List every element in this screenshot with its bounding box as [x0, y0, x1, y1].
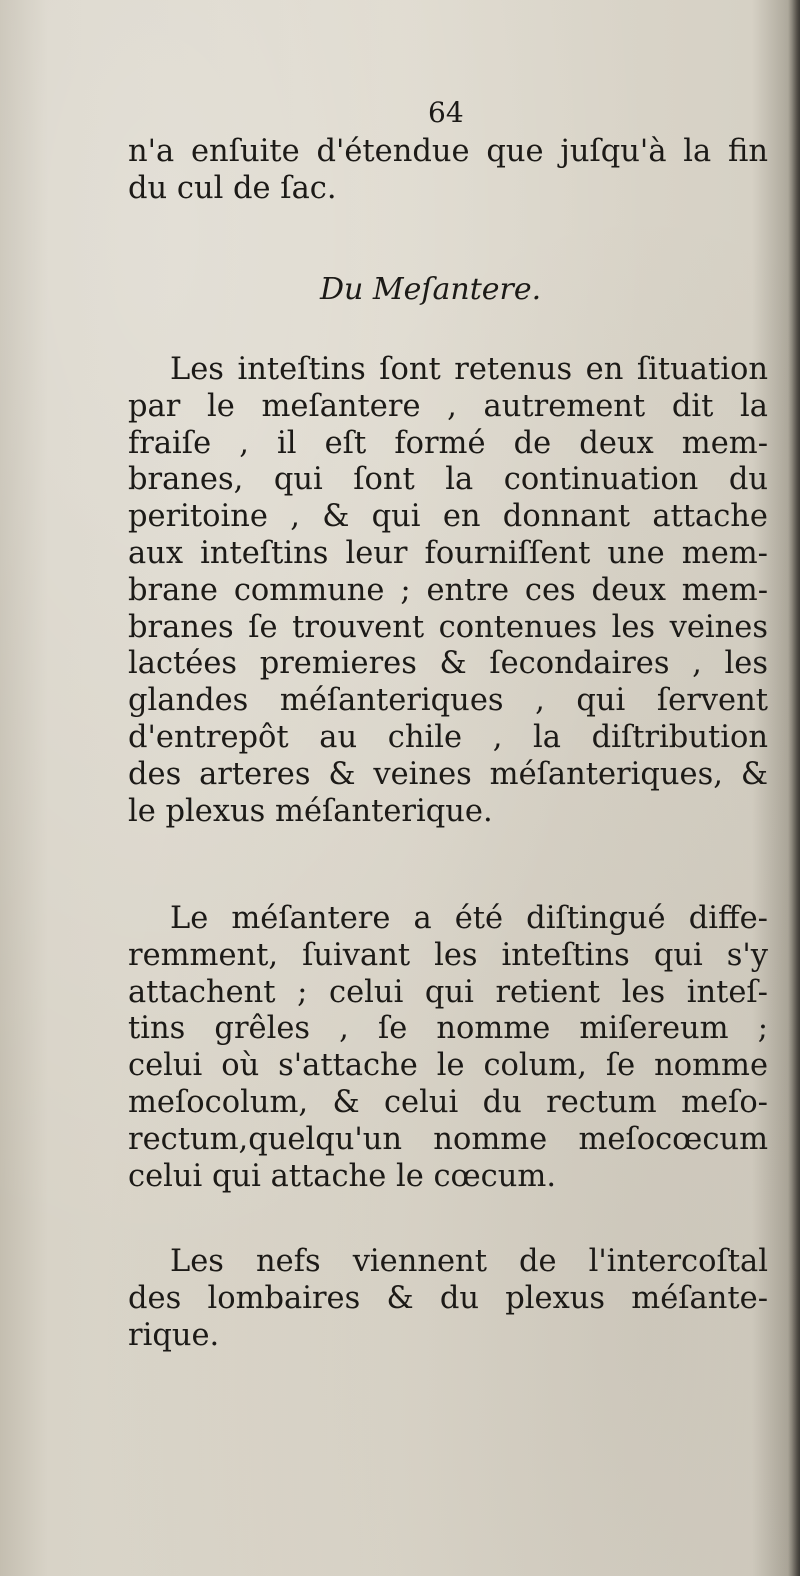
paragraph-line: meſocolum, & celui du rectum meſo- — [128, 1084, 768, 1120]
paragraph-line: tins grêles , ſe nomme miſereum ; — [128, 1011, 768, 1047]
paragraph-line: brane commune ; entre ces deux mem- — [128, 572, 768, 608]
paragraph-line: peritoine , & qui en donnant attache — [128, 499, 768, 535]
paragraph-2 — [128, 901, 768, 1195]
paragraph-line: par le meſantere , autrement dit la — [128, 388, 768, 424]
paragraph-line: lactées premieres & ſecondaires , les — [128, 646, 768, 682]
paragraph-line: branes ſe trouvent contenues les veines — [128, 609, 768, 645]
paragraph-line: le plexus méſanterique. — [128, 793, 493, 829]
paragraph-line: Les nefs viennent de l'intercoſtal — [170, 1244, 768, 1279]
paragraph-line: aux inteſtins leur fourniſſent une mem- — [128, 535, 768, 571]
paragraph-line: des lombaires & du plexus méſante- — [128, 1280, 768, 1316]
intro-text — [128, 134, 768, 208]
paragraph-line: rique. — [128, 1317, 220, 1353]
paragraph-line: rectum,quelqu'un nomme meſocœcum — [128, 1121, 768, 1157]
page-number: 64 — [428, 96, 464, 129]
paragraph-line: glandes méſanteriques , qui ſervent — [128, 683, 768, 719]
paragraph-line: celui où s'attache le colum, ſe nomme — [128, 1048, 768, 1084]
paragraph-line: Le méſantere a été diſtingué diffe- — [170, 901, 768, 936]
paragraph-line: remment, ſuivant les inteſtins qui s'y — [128, 937, 768, 973]
paragraph-line: branes, qui ſont la continuation du — [128, 462, 768, 498]
paragraph-1 — [128, 352, 768, 830]
paragraph-line: d'entrepôt au chile , la diſtribution — [128, 719, 768, 755]
paragraph-line: fraiſe , il eſt formé de deux mem- — [128, 425, 768, 461]
intro-line: du cul de ſac. — [128, 170, 337, 206]
paragraph-line: attachent ; celui qui retient les inteſ- — [128, 974, 768, 1010]
page-gutter-shadow — [788, 0, 800, 1576]
paragraph-line: celui qui attache le cœcum. — [128, 1158, 557, 1194]
paragraph-3 — [128, 1244, 768, 1354]
paragraph-line: Les inteſtins ſont retenus en ſituation — [170, 352, 768, 387]
section-heading: Du Meſantere. — [320, 272, 542, 307]
paragraph-line: des arteres & veines méſanteriques, & — [128, 756, 768, 792]
intro-line: n'a enſuite d'étendue que juſqu'à la fin — [128, 134, 768, 169]
